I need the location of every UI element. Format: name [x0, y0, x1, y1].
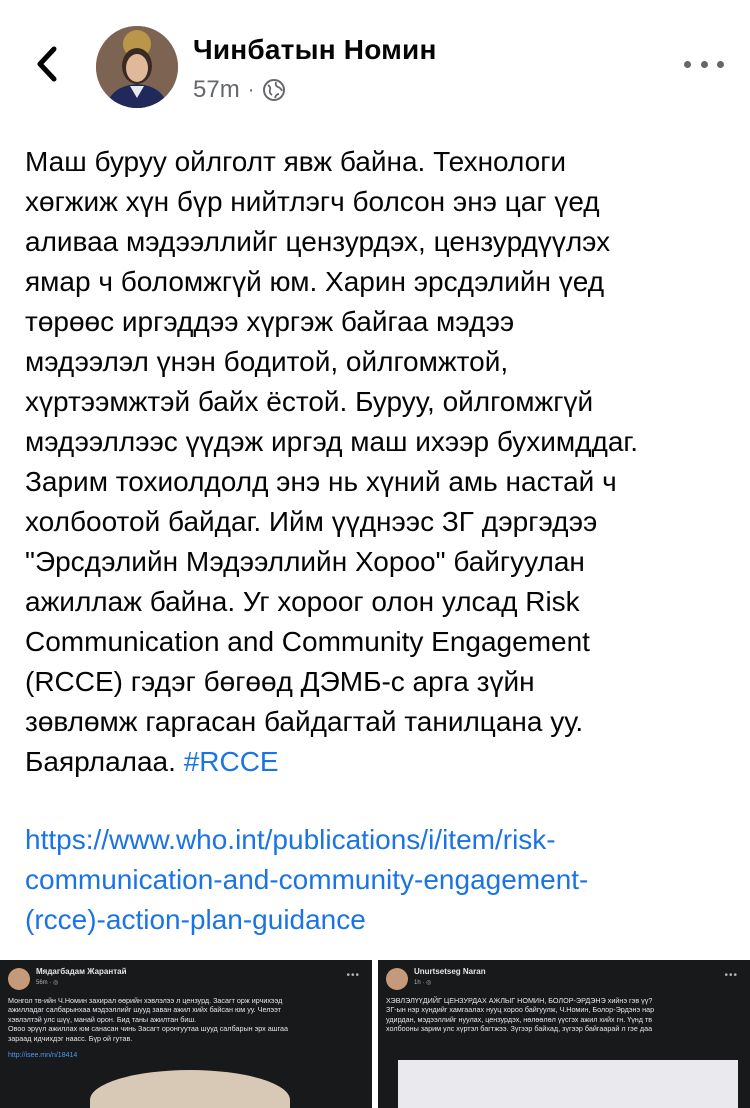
thumbnail-link: http://isee.mn/n/18414 [8, 1052, 78, 1059]
more-dot-icon [717, 61, 724, 68]
hashtag-link[interactable]: #RCCE [183, 746, 279, 777]
post-header [0, 0, 750, 130]
post-time[interactable]: 57m [193, 76, 240, 103]
thumbnail-avatar [386, 968, 408, 990]
post-meta [193, 76, 286, 104]
thumbnail-text: ХЭВЛЭЛҮҮДИЙГ ЦЕНЗУРДАХ АЖЛЫГ НОМИН, БОЛОР-ЭРДЭНЭ хийнэ гэв үү? ЗГ-ын нэр хүндийг хамгаалах нууц хороо байгуулж, Ч.Номин, Болор-Эрдэнэ нар удирдан, мэдээллийг нуулах, цензурдэх, нөлөөлөл үүсгэх ажил хийх гн. Үүнд тв холбооны зарим улс хүртэл багтжээ. Зүгээр байхад, зүгээр байгаарай л гэе даа [386, 996, 655, 1034]
more-dot-icon [701, 61, 708, 68]
external-link[interactable]: https://www.who.int/publications/i/item/risk- communication-and-community-engagement- (rcce)-action-plan-guidance [25, 824, 589, 935]
meta-separator: · [247, 78, 255, 101]
attached-images [0, 960, 750, 1108]
thumbnail-more-icon: ••• [724, 970, 738, 981]
post-body [25, 142, 730, 782]
post-text: Маш буруу ойлголт явж байна. Технологи хөгжиж хүн бүр нийтлэгч болсон энэ цаг үед аливаа мэдээллийг цензурдэх, цензурдүүлэх ямар ч боломжгүй юм. Харин эрсдэлийн үед төрөөс иргэддээ хүргэж байгаа мэдээ мэдээлэл үнэн бодитой, ойлгомжтой, хүртээмжтэй байх ёстой. Буруу, ойлгомжгүй мэдээллээс үүдэж иргэд маш ихээр бухимддаг. Зарим тохиолдолд энэ нь хүний амь настай ч холбоотой байдаг. Ийм үүднээс ЗГ дэргэдээ "Эрсдэлийн Мэдээллийн Хороо" байгуулан ажиллаж байна. Уг хороог олон улсад Risk Communication and Community Engagement (RCCE) гэдэг бөгөөд ДЭМБ-с арга зүйн зөвлөмж гаргасан байдагтай танилцана уу. Баярлалаа. [25, 146, 638, 777]
thumbnail-time: 1h · ◎ [414, 980, 432, 986]
thumbnail-author: Мядагбадам Жарантай [36, 967, 127, 976]
avatar-photo [96, 26, 178, 108]
screenshot-thumbnail[interactable] [378, 960, 750, 1108]
thumbnail-photo [398, 1060, 738, 1108]
thumbnail-more-icon: ••• [346, 970, 360, 981]
author-avatar[interactable] [96, 26, 178, 108]
thumbnail-time: 56m · ◎ [36, 980, 59, 986]
thumbnail-text: Монгол тв-ийн Ч.Номин захирал өөрийн хэвлэлээ л цензурд. Засагт орж ирчихээд ажилладаг салбарынхаа мэдээллийг шууд заван ажил хийх байсан юм уу. Челээт хэвлэлтэй улс шүү, манай орон. Бид таны ажилтан биш. Овоо эрүүл ажиллах юм санасан чинь Засагт оронгуутаа шууд салбарын эрх ашгаа зараад идчихдэг наасс. Бүр ой гутав. [8, 996, 288, 1043]
thumbnail-photo [90, 1070, 290, 1108]
chevron-left-icon [36, 46, 58, 82]
thumbnail-author: Unurtsetseg Naran [414, 967, 486, 976]
globe-icon[interactable] [262, 78, 286, 102]
back-button[interactable] [30, 44, 64, 84]
more-dot-icon [684, 61, 691, 68]
author-name[interactable]: Чинбатын Номин [193, 34, 437, 65]
thumbnail-avatar [8, 968, 30, 990]
more-options-button[interactable] [684, 52, 724, 76]
screenshot-thumbnail[interactable] [0, 960, 372, 1108]
